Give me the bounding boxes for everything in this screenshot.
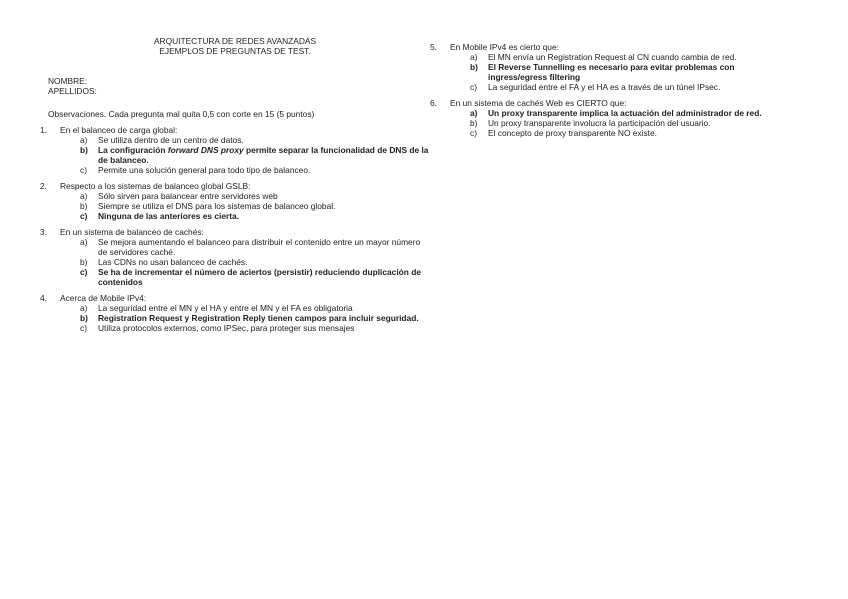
student-fields bbox=[48, 76, 430, 96]
question-5 bbox=[430, 42, 790, 92]
option-a: a) El MN envía un Registration Request al CN cuando cambia de red. bbox=[470, 52, 737, 62]
left-column bbox=[40, 36, 430, 339]
question-number: 6. bbox=[430, 98, 437, 108]
question-number: 1. bbox=[40, 125, 47, 135]
question-1 bbox=[40, 125, 430, 175]
option-b: b) Siempre se utiliza el DNS para los sistemas de balanceo global. bbox=[80, 201, 336, 211]
option-c: c) Ninguna de las anteriores es cierta. bbox=[80, 211, 240, 221]
document-header bbox=[40, 36, 430, 56]
option-a: a) Sólo sirven para balancear entre servidores web bbox=[80, 191, 278, 201]
option-b: b) Un proxy transparente involucra la participación del usuario. bbox=[470, 118, 711, 128]
document-title: ARQUITECTURA DE REDES AVANZADAS bbox=[153, 36, 317, 46]
question-number: 4. bbox=[40, 293, 47, 303]
question-text: En un sistema de balanceo de cachés: bbox=[60, 227, 204, 237]
name-field-label: NOMBRE: bbox=[48, 76, 88, 86]
option-a: a) Se utiliza dentro de un centro de datos. bbox=[80, 135, 244, 145]
question-2 bbox=[40, 181, 430, 221]
option-b: b) La configuración forward DNS proxy permite separar la funcionalidad de DNS de la de balanceo. bbox=[80, 145, 429, 165]
option-c: c) Utiliza protocolos externos, como IPSec, para proteger sus mensajes bbox=[80, 323, 355, 333]
surname-field-label: APELLIDOS: bbox=[48, 86, 97, 96]
question-3 bbox=[40, 227, 430, 287]
option-a: a) Se mejora aumentando el balanceo para distribuir el contenido entre un mayor número de servidores caché. bbox=[80, 237, 421, 257]
option-c: c) Permite una solución general para todo tipo de balanceo. bbox=[80, 165, 311, 175]
option-a: a) Un proxy transparente implica la actuación del administrador de red. bbox=[470, 108, 762, 118]
question-4 bbox=[40, 293, 430, 333]
option-b: b) Las CDNs no usan balanceo de cachés. bbox=[80, 257, 248, 267]
question-text: Respecto a los sistemas de balanceo global GSLB: bbox=[60, 181, 251, 191]
option-a: a) La seguridad entre el MN y el HA y entre el MN y el FA es obligatoria bbox=[80, 303, 353, 313]
question-text: En Mobile IPv4 es cierto que: bbox=[450, 42, 559, 52]
document-subtitle: EJEMPLOS DE PREGUNTAS DE TEST. bbox=[159, 46, 311, 56]
option-b: b) Registration Request y Registration Reply tienen campos para incluir seguridad. bbox=[80, 313, 419, 323]
option-c: c) Se ha de incrementar el número de aciertos (persistir) reduciendo duplicación de contenidos bbox=[80, 267, 421, 287]
observations-text: Observaciones. Cada pregunta mal quita 0,5 con corte en 15 (5 puntos) bbox=[48, 109, 315, 119]
question-text: Acerca de Mobile IPv4: bbox=[60, 293, 147, 303]
option-b: b) El Reverse Tunnelling es necesario para evitar problemas con ingress/egress filtering bbox=[470, 62, 735, 82]
question-number: 5. bbox=[430, 42, 437, 52]
right-column bbox=[430, 42, 790, 144]
question-6 bbox=[430, 98, 790, 138]
question-text: En un sistema de cachés Web es CIERTO que: bbox=[450, 98, 627, 108]
option-c: c) La seguridad entre el FA y el HA es a través de un túnel IPsec. bbox=[470, 82, 721, 92]
question-number: 3. bbox=[40, 227, 47, 237]
question-text: En el balanceo de carga global: bbox=[60, 125, 178, 135]
option-c: c) El concepto de proxy transparente NO existe. bbox=[470, 128, 657, 138]
question-number: 2. bbox=[40, 181, 47, 191]
